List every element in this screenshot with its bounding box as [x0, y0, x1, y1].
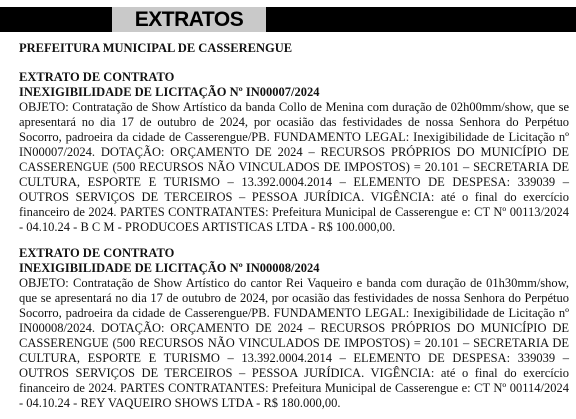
extract-1-body: OBJETO: Contratação de Show Artístico da banda Collo de Menina com duração de 02h00mm/show, que se apresentará no dia 17 de outubro de 2024, por ocasião das festividades de nossa Senhora do Perpétuo Socorro, padroeira da cidade de Casserengue/PB. FUNDAMENTO LEGAL: Inexigibilidade de Licitação nº IN00007/2024. DOTAÇÃO: ORÇAMENTO DE 2024 – RECURSOS PRÓPRIOS DO MUNICÍPIO DE CASSERENGUE (500 RECURSOS NÃO VINCULADOS DE IMPOSTOS) = 20.101 – SECRETARIA DE CULTURA, ESPORTE E TURISMO – 13.392.0004.2014 – ELEMENTO DE DESPESA: 339039 – OUTROS SERVIÇOS DE TERCEIROS – PESSOA JURÍDICA. VIGÊNCIA: até o final do exercício financeiro de 2024. PARTES CONTRATANTES: Prefeitura Municipal de Casserengue e: CT Nº 00113/2024 - 04.10.24 - B C M - PRODUCOES ARTISTICAS LTDA - R$ 100.000,00. — [19, 100, 569, 234]
section-title: EXTRATOS — [134, 7, 244, 31]
section-title-box — [110, 7, 268, 32]
extract-1-title: EXTRATO DE CONTRATO — [19, 70, 175, 84]
extract-1 — [19, 70, 569, 235]
extract-2-subtitle: INEXIGIBILIDADE DE LICITAÇÃO Nº IN00008/2024 — [19, 261, 320, 275]
extract-2-body: OBJETO: Contratação de Show Artístico do cantor Rei Vaqueiro e banda com duração de 01h30mm/show, que se apresentará no dia 17 de outubro de 2024, por ocasião das festividades de nossa Senhora do Perpétuo Socorro, padroeira da cidade de Casserengue/PB. FUNDAMENTO LEGAL: Inexigibilidade de Licitação nº IN00008/2024. DOTAÇÃO: ORÇAMENTO DE 2024 – RECURSOS PRÓPRIOS DO MUNICÍPIO DE CASSERENGUE (500 RECURSOS NÃO VINCULADOS DE IMPOSTOS) = 20.101 – SECRETARIA DE CULTURA, ESPORTE E TURISMO – 13.392.0004.2014 – ELEMENTO DE DESPESA: 339039 – OUTROS SERVIÇOS DE TERCEIROS – PESSOA JURÍDICA. VIGÊNCIA: até o final do exercício financeiro de 2024. PARTES CONTRATANTES: Prefeitura Municipal de Casserengue e: CT Nº 00114/2024 - 04.10.24 - REY VAQUEIRO SHOWS LTDA - R$ 180.000,00. — [19, 276, 569, 410]
extract-1-subtitle: INEXIGIBILIDADE DE LICITAÇÃO Nº IN00007/2024 — [19, 85, 320, 99]
header-black-bar — [0, 7, 576, 32]
extract-2-title: EXTRATO DE CONTRATO — [19, 246, 175, 260]
organization-name: PREFEITURA MUNICIPAL DE CASSERENGUE — [19, 41, 293, 55]
document-content — [19, 36, 569, 411]
section-header-bar — [0, 7, 576, 32]
extract-2 — [19, 246, 569, 411]
